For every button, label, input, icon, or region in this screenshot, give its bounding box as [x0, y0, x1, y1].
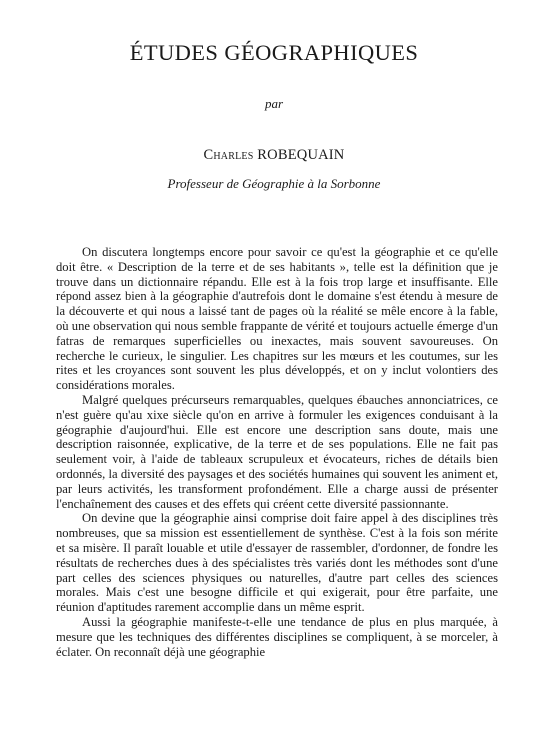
author-affiliation: Professeur de Géographie à la Sorbonne [167, 176, 381, 191]
byline-par: par [264, 96, 284, 111]
author-last-name: ROBEQUAIN [257, 147, 345, 163]
article-title: ÉTUDES GÉOGRAPHIQUES [129, 40, 419, 65]
author-first-name: Charles [203, 147, 254, 163]
article-body [56, 245, 498, 659]
paragraph: Aussi la géographie manifeste-t-elle une tendance de plus en plus marquée, à mesure que les techniques des différentes disciplines se compliquent, à se morceler, à éclater. On reconnaît déjà une géographie [56, 614, 498, 659]
paragraph: On devine que la géographie ainsi comprise doit faire appel à des disciplines très nombreuses, que sa mission est essentiellement de synthèse. C'est à la fois son mérite et sa misère. Il paraît louable et utile d'essayer de rassembler, d'ordonner, de fondre les résultats de recherches dues à des spécialistes très variés dont les méthodes sont d'une part celles des sciences physiques ou naturelles, d'autre part celles des sciences morales. Mais c'est une besogne difficile et qui exigerait, pour être parfaite, une réunion d'aptitudes rarement accomplie dans un même esprit. [56, 511, 498, 615]
paragraph: Malgré quelques précurseurs remarquables, quelques ébauches annonciatrices, ce n'est guère qu'au xixe siècle qu'on en arrive à formuler les exigences conduisant à la géographie d'aujourd'hui. Elle est encore une description sans doute, mais une description raisonnée, explicative, de la terre et de ses populations. Elle ne fait pas seulement voir, à l'aide de tableaux scrupuleux et évocateurs, riches de détails bien ordonnés, la diversité des paysages et des sociétés humaines qui souvent les animent et, par leurs activités, les transforment profondément. Elle a charge aussi de présenter l'enchaînement des causes et des effets qui créent cette diversité passionnante. [56, 392, 498, 511]
paragraph: On discutera longtemps encore pour savoir ce qu'est la géographie et ce qu'elle doit être. « Description de la terre et de ses habitants », telle est la définition que je trouve dans un dictionnaire répandu. Elle est à la fois trop large et insuffisante. Elle répond assez bien à la géographie d'autrefois dont le domaine s'est étendu à mesure de la découverte et qui nous a laissé tant de pages où la réalité se mêle encore à la fable, où une observation qui nous semble frappante de vérité et toujours actuelle émerge d'un fatras de remarques superficielles ou inexactes, mais souvent savoureuses. On recherche le curieux, le singulier. Les chapitres sur les mœurs et les coutumes, sur les rites et les croyances sont souvent les plus développés, et on y inclut volontiers des considérations morales. [56, 245, 498, 393]
author-name [0, 147, 548, 164]
